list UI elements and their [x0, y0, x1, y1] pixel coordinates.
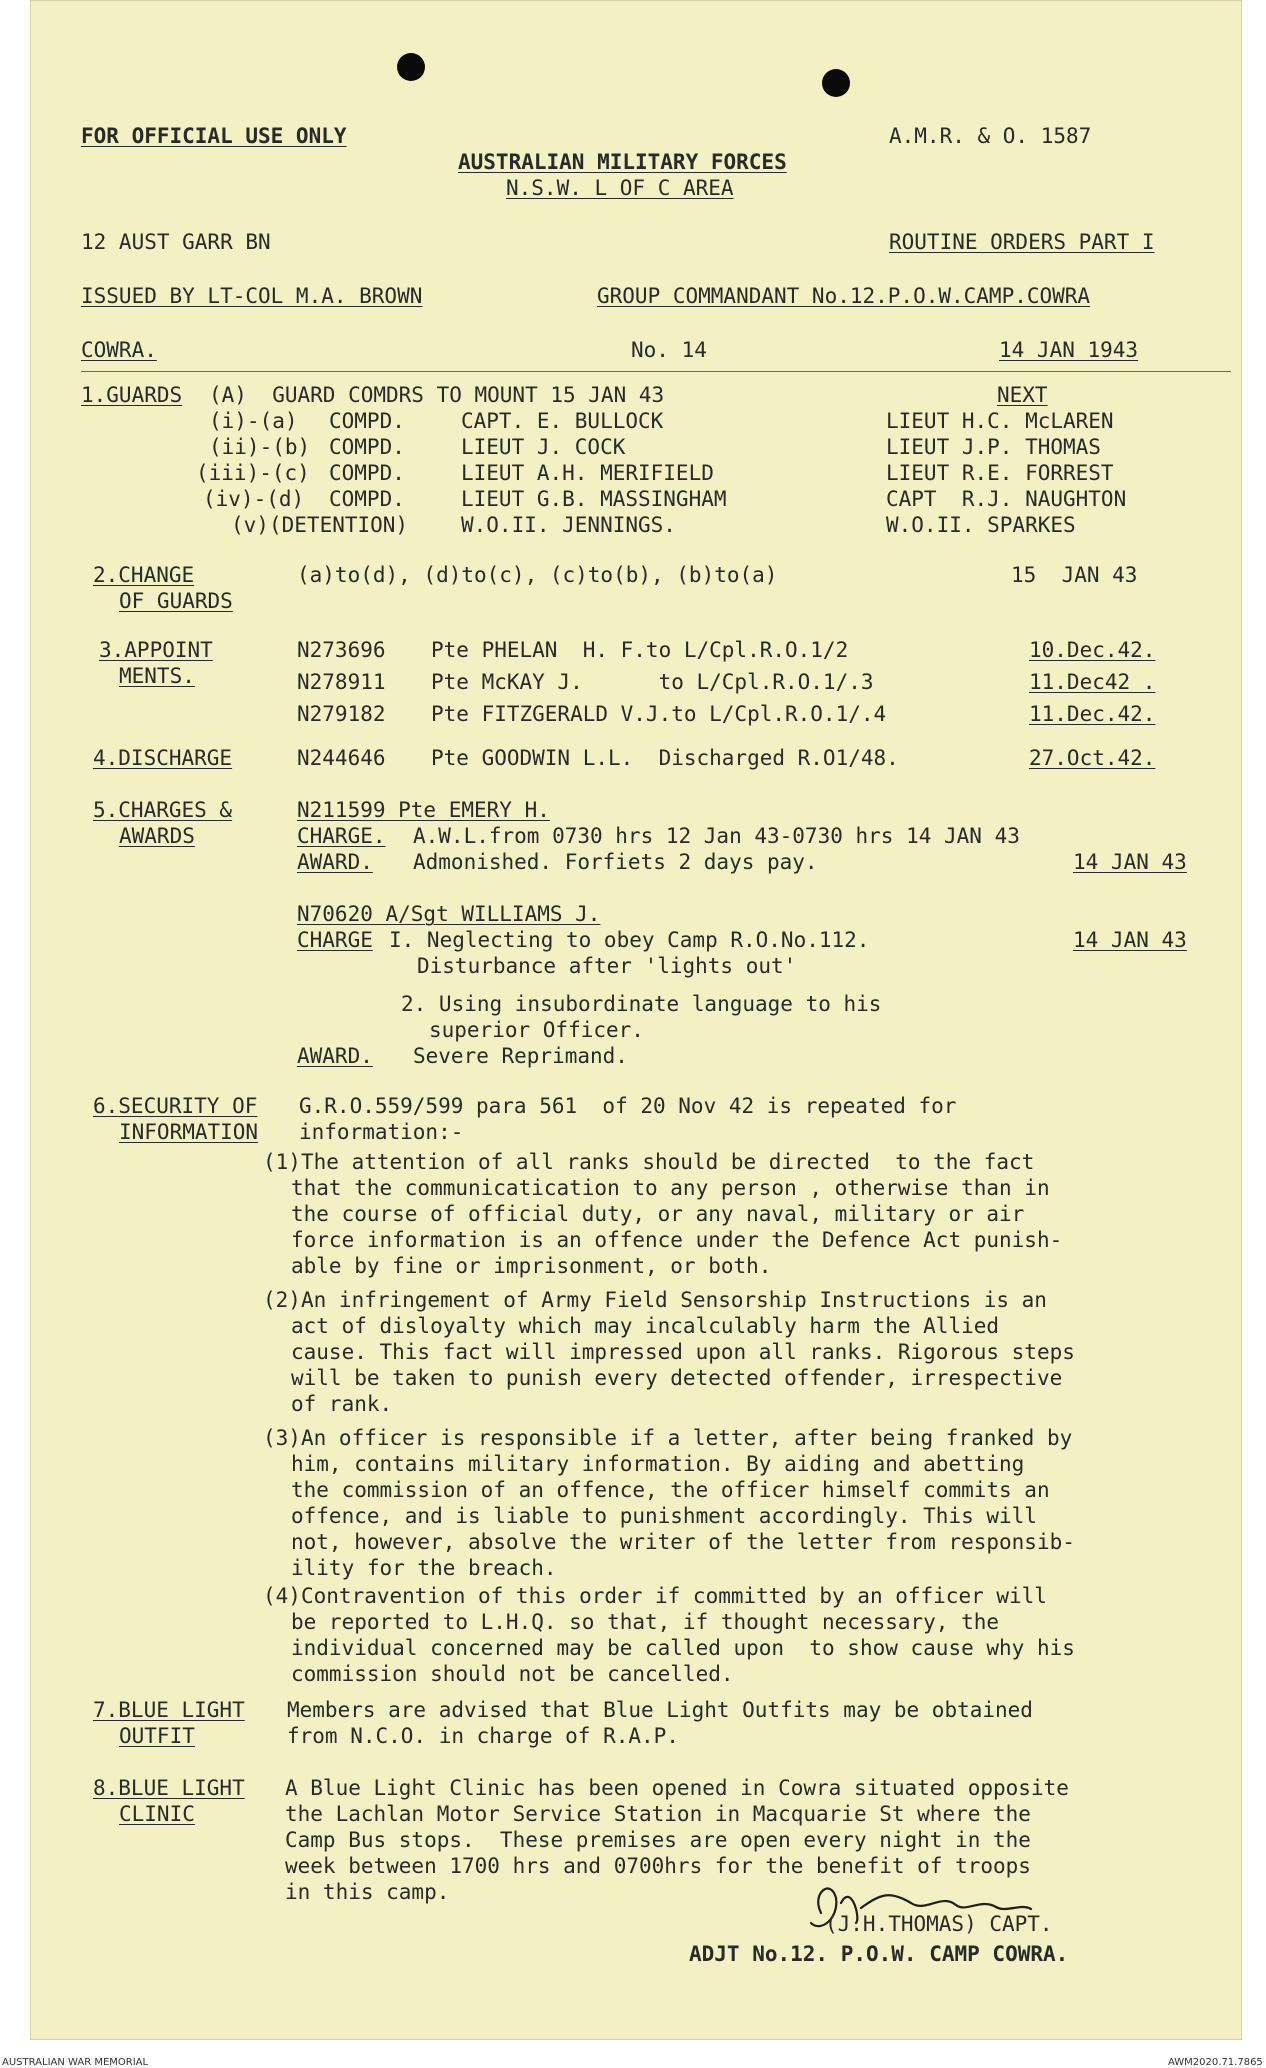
appointment-date: 11.Dec.42. — [1029, 702, 1156, 726]
charge-line: superior Officer. — [429, 1018, 644, 1042]
paragraph-line: individual concerned may be called upon to show cause why his — [291, 1636, 1075, 1660]
service-number: N244646 — [297, 746, 386, 770]
order-date: 14 JAN 1943 — [999, 338, 1139, 362]
guard-index: (i)-(a) — [209, 409, 298, 433]
document-page — [30, 0, 1242, 2040]
appointment-text: Pte PHELAN H. F.to L/Cpl.R.O.1/2 — [431, 638, 849, 662]
guard-index: (ii)-(b) — [209, 435, 311, 459]
blue-outfit-heading-line2: OUTFIT — [119, 1724, 195, 1748]
guard-command: COMPD. — [329, 435, 405, 459]
paragraph-line: Contravention of this order if committed by an officer will — [301, 1584, 1047, 1608]
charged-soldier: N70620 A/Sgt WILLIAMS J. — [297, 902, 601, 926]
blue-clinic-text: A Blue Light Clinic has been opened in Cowra situated opposite — [285, 1776, 1069, 1800]
charge-line: Disturbance after 'lights out' — [417, 954, 797, 978]
guard-commander: W.O.II. JENNINGS. — [461, 513, 676, 537]
blue-clinic-text: Camp Bus stops. These premises are open every night in the — [285, 1828, 1031, 1852]
charges-heading: 5.CHARGES & — [93, 798, 233, 822]
paragraph-number: (1) — [263, 1150, 301, 1174]
guard-commander: LIEUT G.B. MASSINGHAM — [461, 487, 727, 511]
charged-soldier: N211599 Pte EMERY H. — [297, 798, 550, 822]
change-heading: 2.CHANGE — [93, 563, 195, 587]
paragraph-line: force information is an offence under the Defence Act punish- — [291, 1228, 1063, 1252]
guard-command: (DETENTION) — [269, 513, 409, 537]
guard-commander: LIEUT A.H. MERIFIELD — [461, 461, 714, 485]
guard-next: LIEUT H.C. McLAREN — [886, 409, 1114, 433]
paragraph-line: The attention of all ranks should be directed to the fact — [301, 1150, 1035, 1174]
document-title: AUSTRALIAN MILITARY FORCES — [458, 150, 787, 174]
paragraph-line: ility for the breach. — [291, 1556, 557, 1580]
paragraph-line: An infringement of Army Field Sensorship Instructions is an — [301, 1288, 1047, 1312]
guard-next: LIEUT R.E. FORREST — [886, 461, 1114, 485]
paragraph-line: act of disloyalty which may incalculably harm the Allied — [291, 1314, 1000, 1338]
blue-outfit-text: from N.C.O. in charge of R.A.P. — [287, 1724, 679, 1748]
appointment-text: Pte FITZGERALD V.J.to L/Cpl.R.O.1/.4 — [431, 702, 887, 726]
footer-credit: AUSTRALIAN WAR MEMORIAL — [2, 2057, 149, 2068]
group-commandant: GROUP COMMANDANT No.12.P.O.W.CAMP.COWRA — [597, 284, 1091, 308]
appointments-heading-line2: MENTS. — [119, 664, 195, 688]
change-date: 15 JAN 43 — [1011, 563, 1138, 587]
security-intro: G.R.O.559/599 para 561 of 20 Nov 42 is repeated for — [299, 1094, 957, 1118]
paragraph-line: not, however, absolve the writer of the letter from responsib- — [291, 1530, 1075, 1554]
charge-date: 14 JAN 43 — [1073, 928, 1187, 952]
guard-index: (iv)-(d) — [203, 487, 305, 511]
unit-name: 12 AUST GARR BN — [81, 230, 271, 254]
award-text: Admonished. Forfiets 2 days pay. — [413, 850, 818, 874]
order-type: ROUTINE ORDERS PART I — [889, 230, 1155, 254]
charge-line: I. Neglecting to obey Camp R.O.No.112. — [389, 928, 870, 952]
award-label: AWARD. — [297, 1044, 373, 1068]
award-date: 14 JAN 43 — [1073, 850, 1187, 874]
charge-line: 2. Using insubordinate language to his — [401, 992, 882, 1016]
guard-next: W.O.II. SPARKES — [886, 513, 1076, 537]
blue-outfit-heading: 7.BLUE LIGHT — [93, 1698, 245, 1722]
paragraph-line: be reported to L.H.Q. so that, if thought necessary, the — [291, 1610, 1000, 1634]
paragraph-line: the commission of an offence, the officer himself commits an — [291, 1478, 1050, 1502]
guard-next: CAPT R.J. NAUGHTON — [886, 487, 1127, 511]
paragraph-line: that the communicatication to any person , otherwise than in — [291, 1176, 1050, 1200]
award-text: Severe Reprimand. — [413, 1044, 628, 1068]
paragraph-line: will be taken to punish every detected offender, irrespective — [291, 1366, 1063, 1390]
paragraph-number: (2) — [263, 1288, 301, 1312]
paragraph-line: An officer is responsible if a letter, after being franked by — [301, 1426, 1073, 1450]
document-subtitle: N.S.W. L OF C AREA — [506, 176, 734, 200]
next-label: NEXT — [997, 383, 1048, 407]
paragraph-line: him, contains military information. By aiding and abetting — [291, 1452, 1025, 1476]
blue-clinic-heading: 8.BLUE LIGHT — [93, 1776, 245, 1800]
blue-clinic-text: week between 1700 hrs and 0700hrs for the benefit of troops — [285, 1854, 1031, 1878]
security-heading-line2: INFORMATION — [119, 1120, 259, 1144]
guard-command: COMPD. — [329, 487, 405, 511]
charge-label: CHARGE. — [297, 824, 386, 848]
appointment-text: Pte McKAY J. to L/Cpl.R.O.1/.3 — [431, 670, 874, 694]
blue-clinic-text: in this camp. — [285, 1880, 450, 1904]
appointment-date: 11.Dec42 . — [1029, 670, 1156, 694]
paragraph-line: the course of official duty, or any naval, military or air — [291, 1202, 1025, 1226]
punch-hole — [822, 69, 850, 97]
divider-line — [81, 371, 1231, 372]
discharge-text: Pte GOODWIN L.L. Discharged R.O1/48. — [431, 746, 899, 770]
guard-index: (iii)-(c) — [196, 461, 310, 485]
blue-clinic-text: the Lachlan Motor Service Station in Macquarie St where the — [285, 1802, 1031, 1826]
award-label: AWARD. — [297, 850, 373, 874]
location: COWRA. — [81, 338, 157, 362]
guard-command: COMPD. — [329, 409, 405, 433]
charges-heading-line2: AWARDS — [119, 824, 195, 848]
guard-command: COMPD. — [329, 461, 405, 485]
guard-commander: CAPT. E. BULLOCK — [461, 409, 664, 433]
security-intro-line2: information:- — [299, 1120, 464, 1144]
change-text: (a)to(d), (d)to(c), (c)to(b), (b)to(a) — [297, 563, 778, 587]
form-reference: A.M.R. & O. 1587 — [889, 124, 1092, 148]
guard-index: (v) — [231, 513, 269, 537]
paragraph-line: able by fine or imprisonment, or both. — [291, 1254, 772, 1278]
service-number: N273696 — [297, 638, 386, 662]
discharge-date: 27.Oct.42. — [1029, 746, 1156, 770]
guard-next: LIEUT J.P. THOMAS — [886, 435, 1101, 459]
guards-heading: 1.GUARDS — [81, 383, 183, 407]
discharge-heading: 4.DISCHARGE — [93, 746, 233, 770]
paragraph-number: (3) — [263, 1426, 301, 1450]
footer-reference: AWM2020.71.7865 — [1168, 2057, 1263, 2068]
paragraph-line: of rank. — [291, 1392, 393, 1416]
official-use-marking: FOR OFFICIAL USE ONLY — [81, 124, 347, 148]
service-number: N278911 — [297, 670, 386, 694]
change-heading-line2: OF GUARDS — [119, 589, 233, 613]
security-heading: 6.SECURITY OF — [93, 1094, 258, 1118]
signatory-name: (J.H.THOMAS) CAPT. — [825, 1912, 1053, 1936]
appointments-heading: 3.APPOINT — [99, 638, 213, 662]
service-number: N279182 — [297, 702, 386, 726]
signatory-title: ADJT No.12. P.O.W. CAMP COWRA. — [689, 1942, 1069, 1966]
charge-text: A.W.L.from 0730 hrs 12 Jan 43-0730 hrs 14 JAN 43 — [413, 824, 1020, 848]
issued-by: ISSUED BY LT-COL M.A. BROWN — [81, 284, 423, 308]
blue-outfit-text: Members are advised that Blue Light Outfits may be obtained — [287, 1698, 1033, 1722]
paragraph-line: offence, and is liable to punishment accordingly. This will — [291, 1504, 1037, 1528]
order-number: No. 14 — [631, 338, 707, 362]
paragraph-number: (4) — [263, 1584, 301, 1608]
guard-commander: LIEUT J. COCK — [461, 435, 626, 459]
charge-label: CHARGE — [297, 928, 373, 952]
paragraph-line: commission should not be cancelled. — [291, 1662, 734, 1686]
punch-hole — [397, 53, 425, 81]
guards-subheading: (A) GUARD COMDRS TO MOUNT 15 JAN 43 — [209, 383, 665, 407]
blue-clinic-heading-line2: CLINIC — [119, 1802, 195, 1826]
paragraph-line: cause. This fact will impressed upon all ranks. Rigorous steps — [291, 1340, 1075, 1364]
appointment-date: 10.Dec.42. — [1029, 638, 1156, 662]
